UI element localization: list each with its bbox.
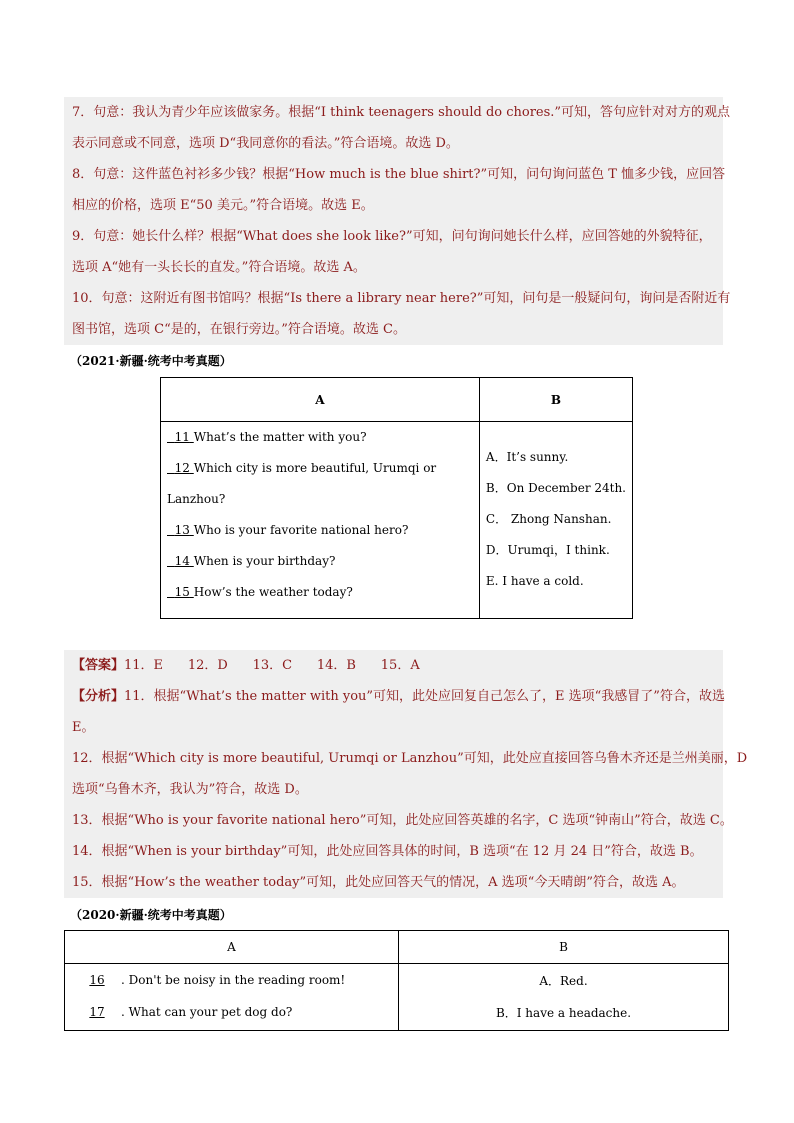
answer-option: E. I have a cold. — [485, 574, 584, 588]
answer-option: B．On December 24th. — [485, 481, 626, 495]
table-header-a: A — [161, 378, 480, 422]
question-column — [65, 964, 399, 1031]
question-item: 16 . Don't be noisy in the reading room! — [89, 973, 346, 987]
analysis-line: 12．根据“Which city is more beautiful, Urumqi or Lanzhou”可知，此处应直接回答乌鲁木齐还是兰州美丽，D — [72, 751, 748, 766]
explanation-line: 选项 A“她有一头长长的直发。”符合语境。故选 A。 — [72, 260, 366, 275]
question-column — [161, 422, 480, 619]
question-item: 14 When is your birthday? — [174, 554, 336, 568]
table-header-b: B — [399, 931, 729, 964]
explanation-line: 相应的价格，选项 E“50 美元。”符合语境。故选 E。 — [72, 198, 374, 213]
explanation-line: 10．句意：这附近有图书馆吗？根据“Is there a library near here?”可知，问句是一般疑问句，询问是否附近有 — [72, 291, 731, 306]
answer-option: D．Urumqi，I think. — [485, 543, 610, 557]
analysis-line: 15．根据“How’s the weather today”可知，此处应回答天气的情况，A 选项“今天晴朗”符合，故选 A。 — [72, 875, 685, 890]
answer-option: C． Zhong Nanshan. — [485, 512, 612, 526]
explanation-line: 8．句意：这件蓝色衬衫多少钱？根据“How much is the blue shirt?”可知，问句询问蓝色 T 恤多少钱，应回答 — [72, 167, 726, 182]
question-item: 12 Which city is more beautiful, Urumqi or — [174, 461, 437, 475]
question-item: 13 Who is your favorite national hero? — [174, 523, 409, 537]
source-label-2020: （2020·新疆·统考中考真题） — [70, 908, 232, 922]
analysis-line: 13．根据“Who is your favorite national hero”可知，此处应回答英雄的名字，C 选项“钟南山”符合，故选 C。 — [72, 813, 733, 828]
explanation-line: 图书馆，选项 C“是的，在银行旁边。”符合语境。故选 C。 — [72, 322, 406, 337]
matching-table-2021 — [160, 377, 633, 619]
analysis-line: 14．根据“When is your birthday”可知，此处应回答具体的时间，B 选项“在 12 月 24 日”符合，故选 B。 — [72, 844, 703, 859]
analysis-line: 【分析】11．根据“What’s the matter with you”可知，此处应回复自己怎么了，E 选项“我感冒了”符合，故选 — [72, 689, 725, 704]
answer-line: 【答案】11．E 12．D 13．C 14．B 15．A — [72, 658, 420, 673]
table-header-a: A — [65, 931, 399, 964]
question-item: 17 . What can your pet dog do? — [89, 1005, 293, 1019]
explanation-line: 表示同意或不同意，选项 D“我同意你的看法。”符合语境。故选 D。 — [72, 136, 459, 151]
source-label-2021: （2021·新疆·统考中考真题） — [70, 354, 232, 368]
matching-table-2020 — [64, 930, 729, 1031]
analysis-line: E。 — [72, 720, 95, 735]
answer-option: A．Red. — [539, 974, 588, 988]
answer-column — [399, 964, 729, 1031]
answer-column — [479, 422, 632, 619]
question-item-continued: Lanzhou? — [167, 492, 226, 506]
explanation-line: 9．句意：她长什么样？根据“What does she look like?”可知，问句询问她长什么样，应回答她的外貌特征， — [72, 229, 712, 244]
answer-option: B．I have a headache. — [495, 1006, 632, 1020]
analysis-line: 选项“乌鲁木齐，我认为”符合，故选 D。 — [72, 782, 308, 797]
answer-option: A．It’s sunny. — [485, 450, 569, 464]
explanation-line: 7．句意：我认为青少年应该做家务。根据“I think teenagers should do chores.”可知，答句应针对对方的观点 — [72, 105, 731, 120]
table-header-b: B — [479, 378, 632, 422]
question-item: 15 How’s the weather today? — [174, 585, 353, 599]
question-item: 11 What’s the matter with you? — [174, 430, 367, 444]
